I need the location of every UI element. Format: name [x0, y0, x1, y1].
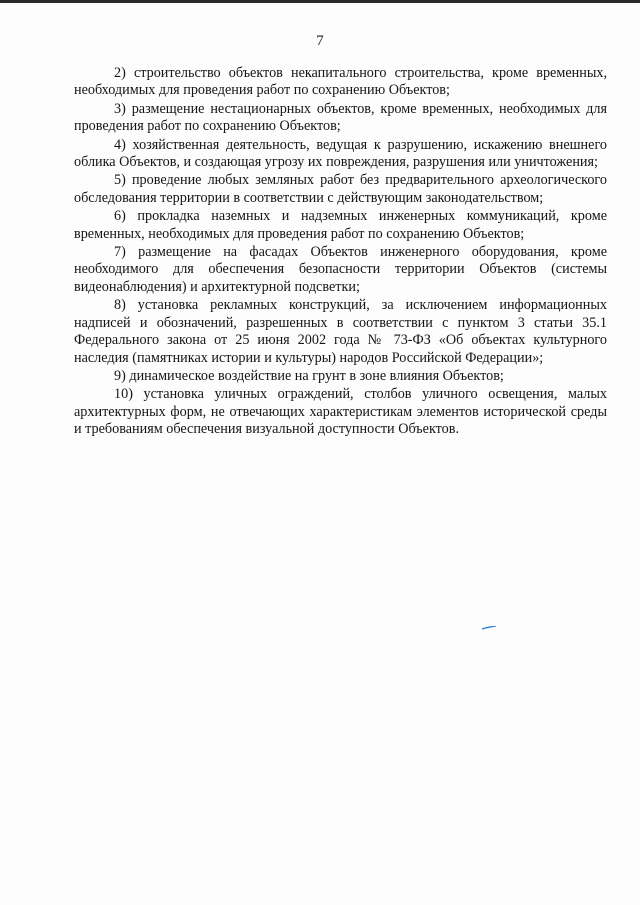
list-item-2: 2) строительство объектов некапитального строительства, кроме временных, необходимых для проведения работ по сохранению Объектов; [74, 65, 607, 99]
scan-top-edge [0, 0, 640, 3]
list-item-5: 5) проведение любых земляных работ без предварительного археологического обследования территории в соответствии с действующим законодательством; [74, 172, 607, 206]
list-item-4: 4) хозяйственная деятельность, ведущая к разрушению, искажению внешнего облика Объектов, и создающая угрозу их повреждения, разрушения или уничтожения; [74, 136, 607, 171]
list-item-7: 7) размещение на фасадах Объектов инженерного оборудования, кроме необходимого для обеспечения безопасности территории Объектов (системы видеонаблюдения) и архитектурной подсветки; [74, 244, 607, 295]
document-body [74, 65, 607, 440]
pen-mark-icon [482, 626, 496, 630]
list-item-9: 9) динамическое воздействие на грунт в зоне влияния Объектов; [114, 367, 504, 384]
page-number: 7 [316, 33, 324, 49]
list-item-10: 10) установка уличных ограждений, столбов уличного освещения, малых архитектурных форм, не отвечающих характеристикам элементов исторической среды и требованиям обеспечения визуальной доступности Объектов. [74, 386, 607, 438]
list-item-6: 6) прокладка наземных и надземных инженерных коммуникаций, кроме временных, необходимых для проведения работ по сохранению Объектов; [74, 208, 607, 242]
list-item-3: 3) размещение нестационарных объектов, кроме временных, необходимых для проведения работ по сохранению Объектов; [74, 100, 607, 135]
list-item-8: 8) установка рекламных конструкций, за исключением информационных надписей и обозначений, разрешенных в соответствии с пунктом 3 статьи 35.1 Федерального закона от 25 июня 2002 года № 73-ФЗ «Об объектах культурного наследия (памятниках истории и культуры) народов Российской Федерации»; [74, 297, 607, 366]
